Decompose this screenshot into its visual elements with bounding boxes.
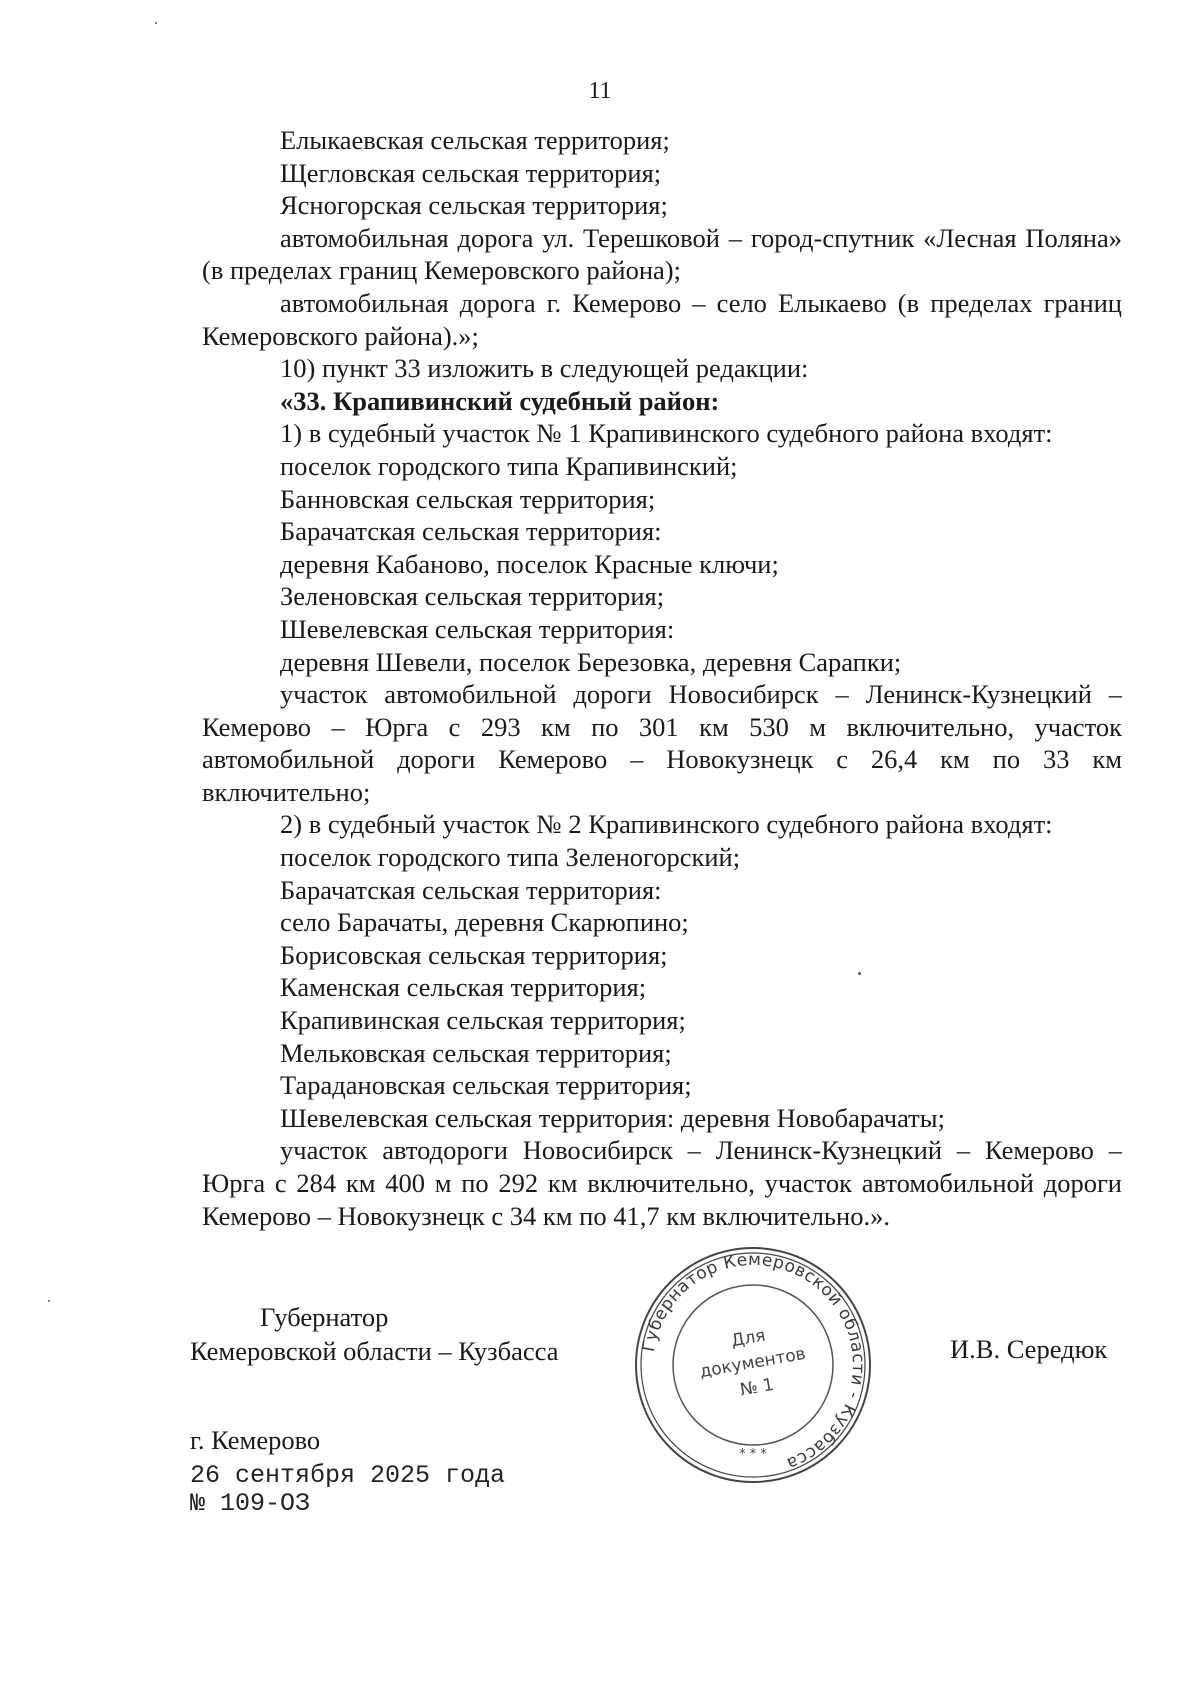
stamp-ring-text: Губернатор Кемеровской области - Кузбасса xyxy=(638,1249,869,1474)
stamp-center-line1: Для xyxy=(729,1325,767,1352)
paragraph: участок автомобильной дороги Новосибирск – Ленинск-Кузнецкий – Кемерово – Юрга с 293 км по 301 км 530 м включительно, участок автомобильной дороги Кемерово – Новокузнецк с 26,4 км по 33 км включительно; xyxy=(202,679,1122,807)
signature-title xyxy=(190,1300,559,1368)
signer-region: Кемеровской области – Кузбасса xyxy=(190,1336,559,1366)
footer-typed-block xyxy=(190,1462,505,1518)
paragraph: автомобильная дорога ул. Терешковой – город-спутник «Лесная Поляна» (в пределах границ Кемеровского района); xyxy=(202,222,1122,286)
paragraph: деревня Кабаново, поселок Красные ключи; xyxy=(280,548,779,579)
stamp-center-line2: документов xyxy=(698,1343,808,1383)
paragraph: Барачатская сельская территория: xyxy=(280,516,662,547)
signer-name: И.В. Середюк xyxy=(950,1334,1108,1364)
signer-position: Губернатор xyxy=(260,1302,389,1332)
paragraph: Ясногорская сельская территория; xyxy=(280,190,668,221)
paragraph: Тарадановская сельская территория; xyxy=(280,1070,692,1101)
paragraph: 1) в судебный участок № 1 Крапивинского судебного района входят: xyxy=(280,418,1053,449)
paragraph: автомобильная дорога г. Кемерово – село Елыкаево (в пределах границ Кемеровского района).»; xyxy=(202,287,1122,351)
paragraph: село Барачаты, деревня Скарюпино; xyxy=(280,907,689,938)
paragraph: участок автодороги Новосибирск – Ленинск-Кузнецкий – Кемерово – Юрга с 284 км 400 м по 292 км включительно, участок автомобильной дороги Кемерово – Новокузнецк с 34 км по 41,7 км включительно.». xyxy=(202,1135,1122,1231)
stamp-center-line3: № 1 xyxy=(738,1374,776,1401)
paragraph: поселок городского типа Зеленогорский; xyxy=(280,842,741,873)
paragraph: Барачатская сельская территория: xyxy=(280,874,662,905)
scan-speck xyxy=(48,1300,50,1302)
paragraph: 2) в судебный участок № 2 Крапивинского судебного района входят: xyxy=(280,809,1053,840)
scan-speck xyxy=(858,972,861,975)
stamp-stars: * * * xyxy=(739,1447,767,1462)
paragraph: Банновская сельская территория; xyxy=(280,483,656,514)
paragraph: Щегловская сельская территория; xyxy=(280,157,662,188)
page-number: 11 xyxy=(588,78,612,104)
paragraph: Каменская сельская территория; xyxy=(280,972,647,1003)
paragraph: Мельковская сельская территория; xyxy=(280,1037,672,1068)
footer-date: 26 сентября 2025 года xyxy=(190,1461,506,1490)
paragraph: деревня Шевели, поселок Березовка, деревня Сарапки; xyxy=(280,646,902,677)
paragraph: поселок городского типа Крапивинский; xyxy=(280,450,738,481)
paragraph: Шевелевская сельская территория: xyxy=(280,613,675,644)
paragraph: Борисовская сельская территория; xyxy=(280,939,668,970)
footer-city: г. Кемерово xyxy=(190,1425,321,1455)
footer-law-number: № 109-ОЗ xyxy=(190,1489,311,1518)
scan-speck xyxy=(155,22,157,24)
paragraph: 10) пункт 33 изложить в следующей редакции: xyxy=(280,353,809,384)
section-heading: «33. Крапивинский судебный район: xyxy=(280,385,720,416)
document-body xyxy=(202,124,1122,1232)
paragraph: Елыкаевская сельская территория; xyxy=(280,125,670,155)
paragraph: Зеленовская сельская территория; xyxy=(280,581,665,612)
official-stamp xyxy=(633,1245,873,1485)
paragraph: Шевелевская сельская территория: деревня Новобарачаты; xyxy=(280,1102,945,1133)
paragraph: Крапивинская сельская территория; xyxy=(280,1005,686,1036)
